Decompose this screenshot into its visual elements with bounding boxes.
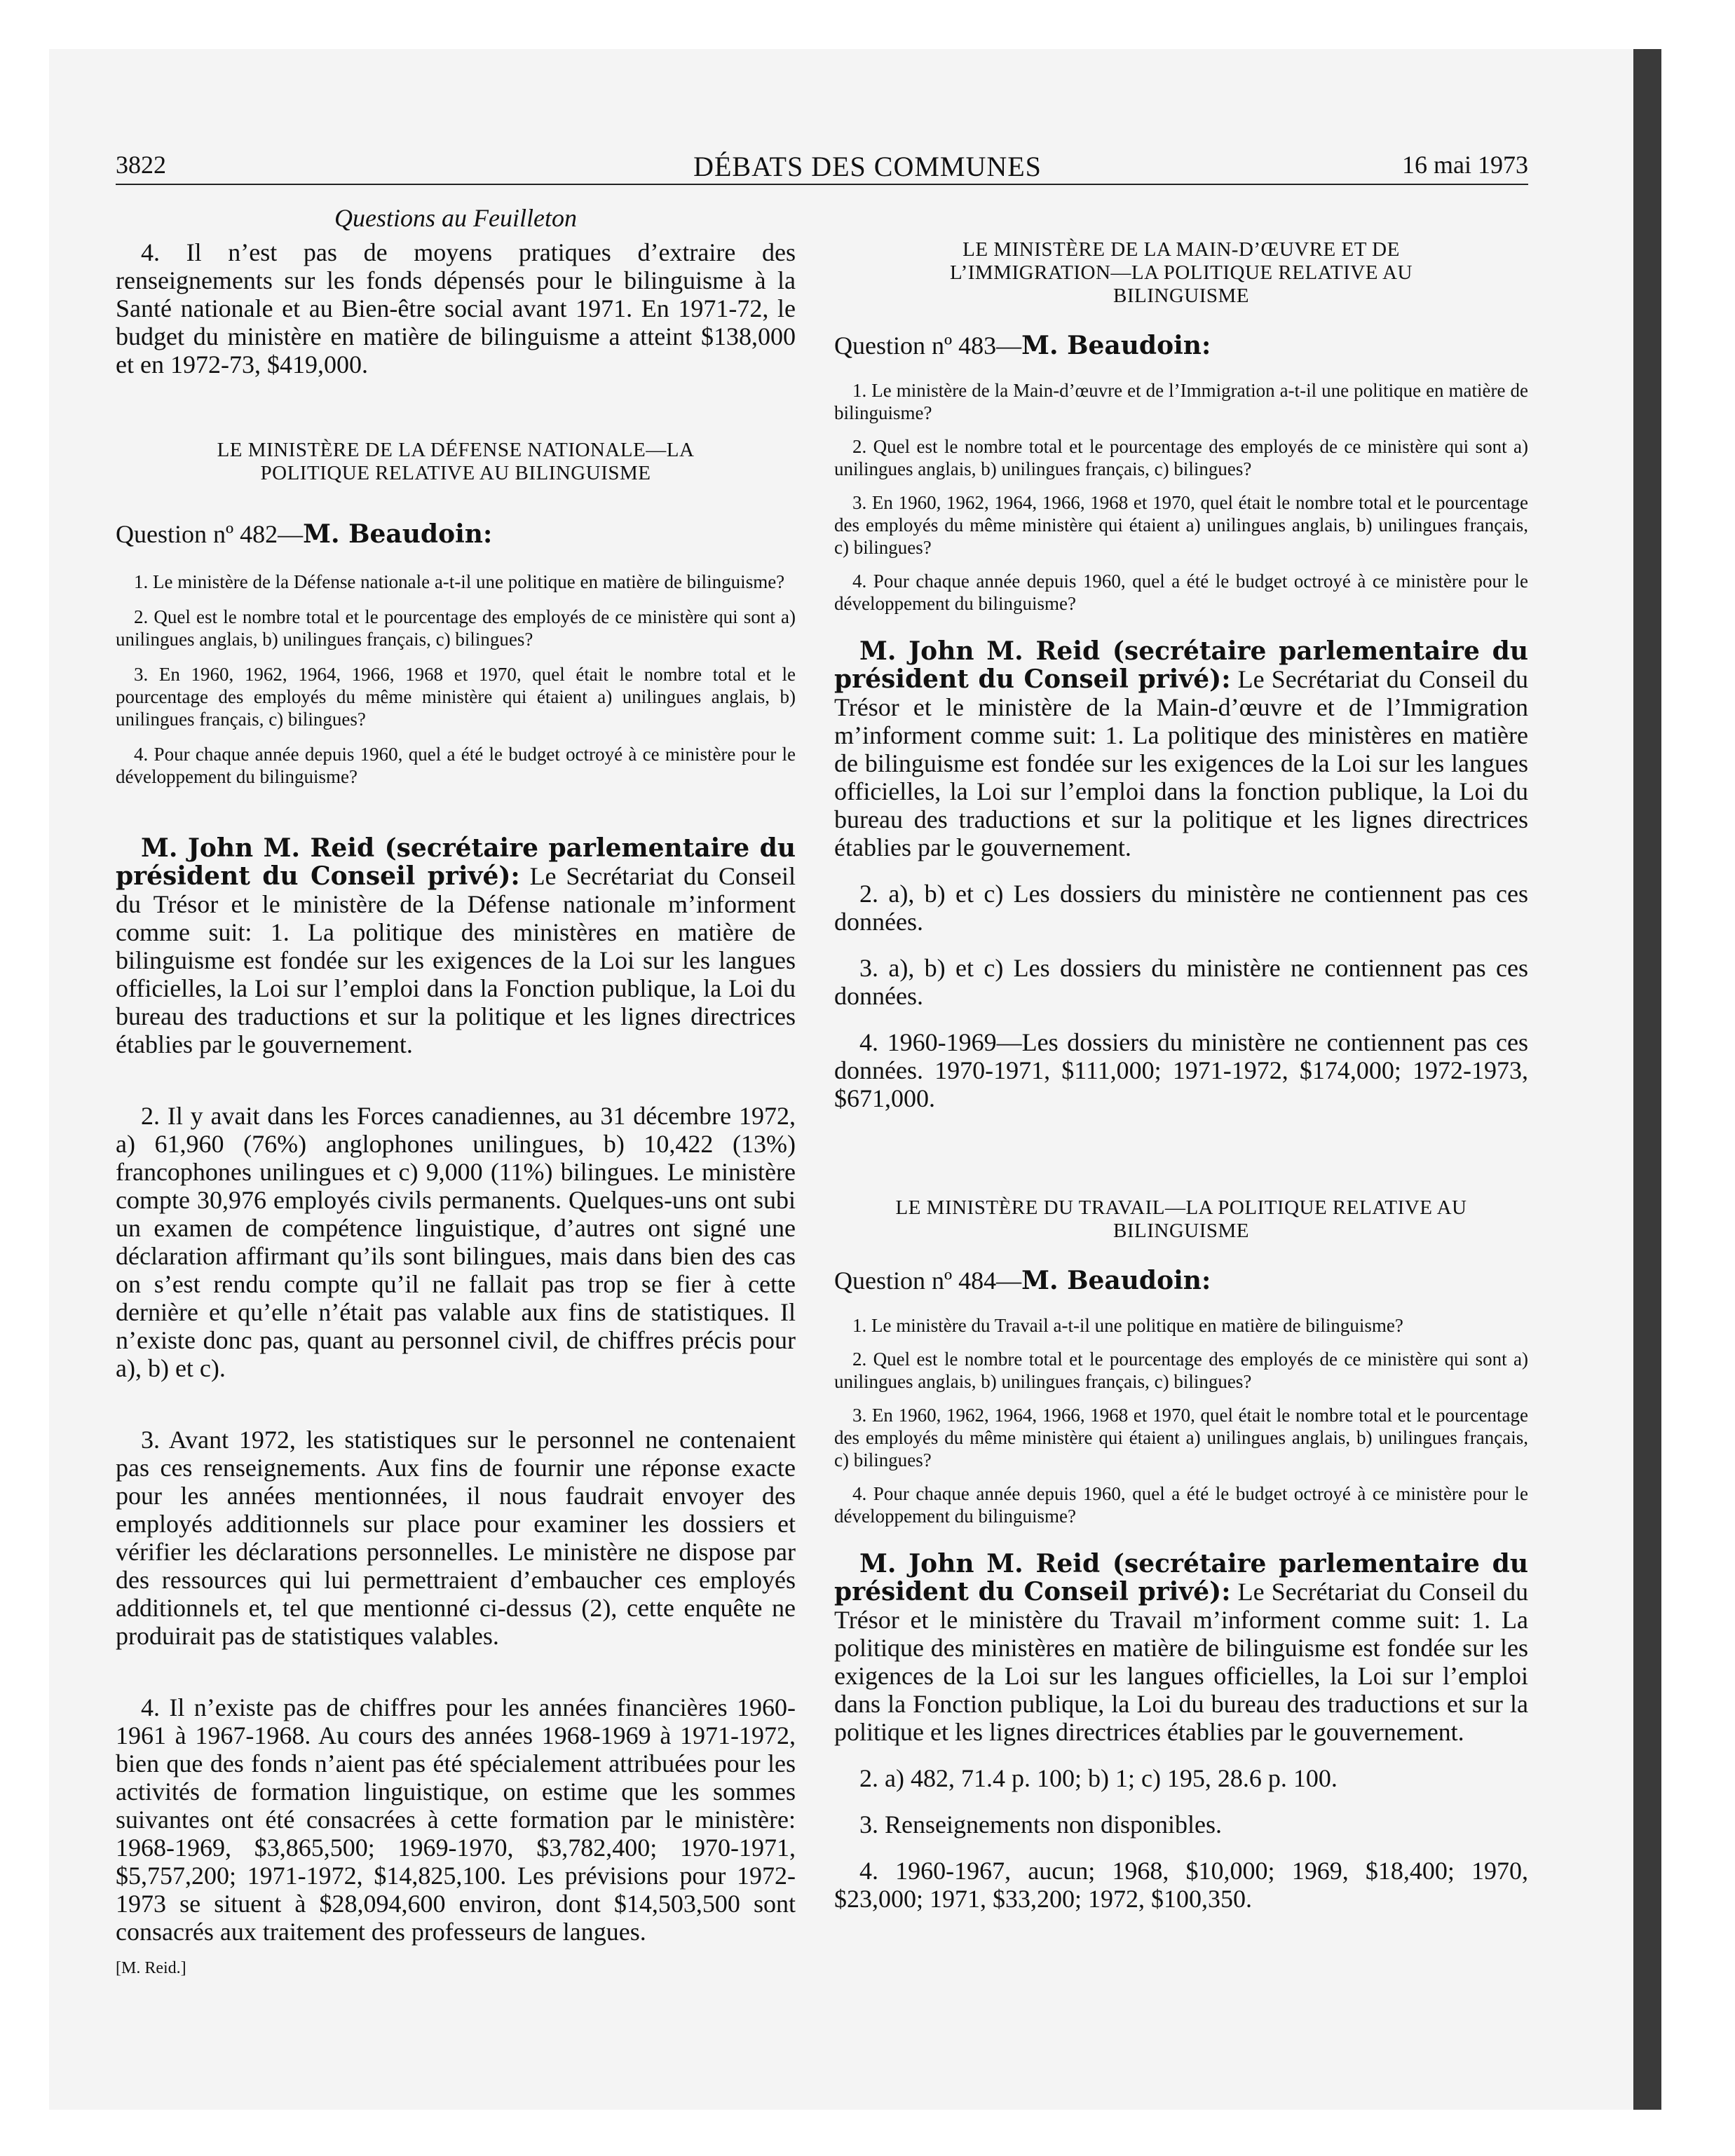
answer-text: Le Secrétariat du Conseil du Trésor et le ministère du Travail m’informent comme suit: 1. La politique des ministères en matière de bilinguisme est fondée sur les exigences de la Loi sur les langues officielles, la Loi sur l’emploi dans la Fonction publique, la Loi du bureau des traductions et sur la politique et les lignes directrices établies par le gouvernement. (834, 1578, 1528, 1746)
heading-line: L’IMMIGRATION—LA POLITIQUE RELATIVE AU (950, 261, 1413, 284)
answer-paragraph (834, 1550, 1528, 1746)
question-number: Question nº 482— (116, 520, 304, 548)
question-item: 2. Quel est le nombre total et le pourcentage des employés de ce ministère qui sont a) unilingues anglais, b) unilingues français, c) bilingues? (116, 606, 796, 650)
answer-item: 4. Il n’existe pas de chiffres pour les années financières 1960-1961 à 1967-1968. Au cours des années 1968-1969 à 1971-1972, bien que des fonds n’aient pas été spécialement attribuées pour les activités de formation linguistique, on estime que les sommes suivantes ont été consacrées à cette formation par le ministère: 1968-1969, $3,865,500; 1969-1970, $3,782,400; 1970-1971, $5,757,200; 1971-1972, $14,825,100. Les prévisions pour 1972-1973 se situent à $28,094,600 environ, dont $14,503,500 sont consacrés aux traitement des professeurs de langues. (116, 1693, 796, 1946)
question-asker: M. Beaudoin: (303, 519, 493, 549)
question-asker: M. Beaudoin: (1021, 331, 1211, 360)
question-asker: M. Beaudoin: (1021, 1266, 1211, 1295)
question-item: 3. En 1960, 1962, 1964, 1966, 1968 et 1970, quel était le nombre total et le pourcentage des employés du même ministère qui étaient a) unilingues anglais, b) unilingues français, c) bilingues? (116, 664, 796, 730)
signature: [M. Reid.] (116, 1959, 186, 1977)
section-heading-defense (116, 439, 796, 485)
question-item: 1. Le ministère de la Main-d’œuvre et de l’Immigration a-t-il une politique en matière de bilinguisme? (834, 380, 1528, 423)
page-date: 16 mai 1973 (1402, 151, 1528, 179)
heading-line: BILINGUISME (1113, 285, 1249, 307)
page-title: DÉBATS DES COMMUNES (693, 151, 1042, 182)
heading-line: POLITIQUE RELATIVE AU BILINGUISME (260, 462, 651, 484)
header-rule (116, 184, 1528, 185)
answer-item: 4. 1960-1969—Les dossiers du ministère ne contiennent pas ces données. 1970-1971, $111,000; 1971-1972, $174,000; 1972-1973, $671,000. (834, 1028, 1528, 1112)
answer-item: 2. Il y avait dans les Forces canadiennes, au 31 décembre 1972, a) 61,960 (76%) anglophones unilingues, b) 10,422 (13%) francophones unilingues et c) 9,000 (11%) bilingues. Le ministère compte 30,976 employés civils permanents. Quelques-uns ont subi un examen de compétence linguistique, d’autres ont signé une déclaration affirmant qu’ils sont bilingues, mais dans bien des cas on s’est rendu compte qu’il ne fallait pas trop se fier à cette dernière et qu’elle n’était pas valable aux fins de statistiques. Il n’existe donc pas, quant au personnel civil, de chiffres précis pour a), b) et c). (116, 1102, 796, 1382)
question-483 (834, 332, 1528, 360)
speaker-name: M. John M. Reid (secrétaire parlementaire du président du Conseil privé): (834, 1549, 1528, 1606)
page-number: 3822 (116, 151, 166, 179)
answer-item: 2. a), b) et c) Les dossiers du ministère ne contiennent pas ces données. (834, 880, 1528, 936)
question-item: 4. Pour chaque année depuis 1960, quel a été le budget octroyé à ce ministère pour le développement du bilinguisme? (834, 1483, 1528, 1527)
right-column (834, 238, 1528, 1913)
speaker-name: M. John M. Reid (secrétaire parlementaire du président du Conseil privé): (116, 833, 796, 891)
paragraph-intro: 4. Il n’est pas de moyens pratiques d’extraire des renseignements sur les fonds dépensés pour le bilinguisme à la Santé nationale et au Bien-être social avant 1971. En 1971-72, le budget du ministère en matière de bilinguisme a atteint $138,000 et en 1972-73, $419,000. (116, 238, 796, 378)
answer-paragraph (834, 637, 1528, 861)
section-heading-labour (834, 1196, 1528, 1243)
answer-item: 3. a), b) et c) Les dossiers du ministère ne contiennent pas ces données. (834, 954, 1528, 1010)
question-number: Question nº 483— (834, 332, 1022, 360)
question-482 (116, 520, 796, 548)
question-item: 2. Quel est le nombre total et le pourcentage des employés de ce ministère qui sont a) unilingues anglais, b) unilingues français, c) bilingues? (834, 1349, 1528, 1392)
answer-item: 3. Avant 1972, les statistiques sur le personnel ne contenaient pas ces renseignements. Aux fins de fournir une réponse exacte pour les années mentionnées, il nous faudrait envoyer des employés additionnels sur place pour examiner les dossiers et vérifier les déclarations personnelles. Le ministère ne dispose par des ressources qui lui permettraient d’embaucher ces employés additionnels et, tel que mentionné ci-dessus (2), cette enquête ne produirait pas de statistiques valables. (116, 1426, 796, 1650)
section-heading-manpower (834, 238, 1528, 308)
answer-paragraph (116, 834, 796, 1058)
scan-edge-bar (1633, 49, 1661, 2110)
heading-line: BILINGUISME (1113, 1220, 1249, 1242)
heading-line: LE MINISTÈRE DE LA DÉFENSE NATIONALE—LA (217, 439, 695, 461)
answer-text: Le Secrétariat du Conseil du Trésor et le ministère de la Défense nationale m’informent comme suit: 1. La politique des ministères en matière de bilinguisme est fondée sur les exigences de la Loi sur les langues officielles, la Loi sur l’emploi dans la Fonction publique, la Loi du bureau des traductions et sur la politique et les lignes directrices établies par le gouvernement. (116, 862, 796, 1058)
question-item: 1. Le ministère de la Défense nationale a-t-il une politique en matière de bilinguisme? (134, 571, 785, 592)
question-number: Question nº 484— (834, 1267, 1022, 1295)
heading-line: LE MINISTÈRE DU TRAVAIL—LA POLITIQUE RELATIVE AU (895, 1196, 1467, 1219)
question-item: 3. En 1960, 1962, 1964, 1966, 1968 et 1970, quel était le nombre total et le pourcentage des employés du même ministère qui étaient a) unilingues anglais, b) unilingues français, c) bilingues? (834, 492, 1528, 558)
question-item: 4. Pour chaque année depuis 1960, quel a été le budget octroyé à ce ministère pour le développement du bilinguisme? (116, 744, 796, 787)
answer-item: 3. Renseignements non disponibles. (859, 1810, 1222, 1838)
question-item: 3. En 1960, 1962, 1964, 1966, 1968 et 1970, quel était le nombre total et le pourcentage des employés du même ministère qui étaient a) unilingues anglais, b) unilingues français, c) bilingues? (834, 1405, 1528, 1471)
answer-item: 2. a) 482, 71.4 p. 100; b) 1; c) 195, 28.6 p. 100. (859, 1764, 1338, 1792)
question-item: 2. Quel est le nombre total et le pourcentage des employés de ce ministère qui sont a) unilingues anglais, b) unilingues français, c) bilingues? (834, 436, 1528, 479)
answer-text: Le Secrétariat du Conseil du Trésor et le ministère de la Main-d’œuvre et de l’Immigration m’informent comme suit: 1. La politique des ministères en matière de bilinguisme est fondée sur les exigences de la Loi sur les langues officielles, la Loi sur l’emploi dans la fonction publique, la Loi du bureau des traductions et sur la politique et les lignes directrices établies par le gouvernement. (834, 665, 1528, 861)
answer-item: 4. 1960-1967, aucun; 1968, $10,000; 1969, $18,400; 1970, $23,000; 1971, $33,200; 1972, $100,350. (834, 1857, 1528, 1913)
section-subheader: Questions au Feuilleton (334, 204, 577, 232)
question-item: 1. Le ministère du Travail a-t-il une politique en matière de bilinguisme? (852, 1315, 1403, 1336)
left-column (116, 238, 796, 1978)
question-484 (834, 1267, 1528, 1295)
question-item: 4. Pour chaque année depuis 1960, quel a été le budget octroyé à ce ministère pour le développement du bilinguisme? (834, 571, 1528, 614)
speaker-name: M. John M. Reid (secrétaire parlementaire du président du Conseil privé): (834, 636, 1528, 694)
heading-line: LE MINISTÈRE DE LA MAIN-D’ŒUVRE ET DE (962, 238, 1400, 261)
